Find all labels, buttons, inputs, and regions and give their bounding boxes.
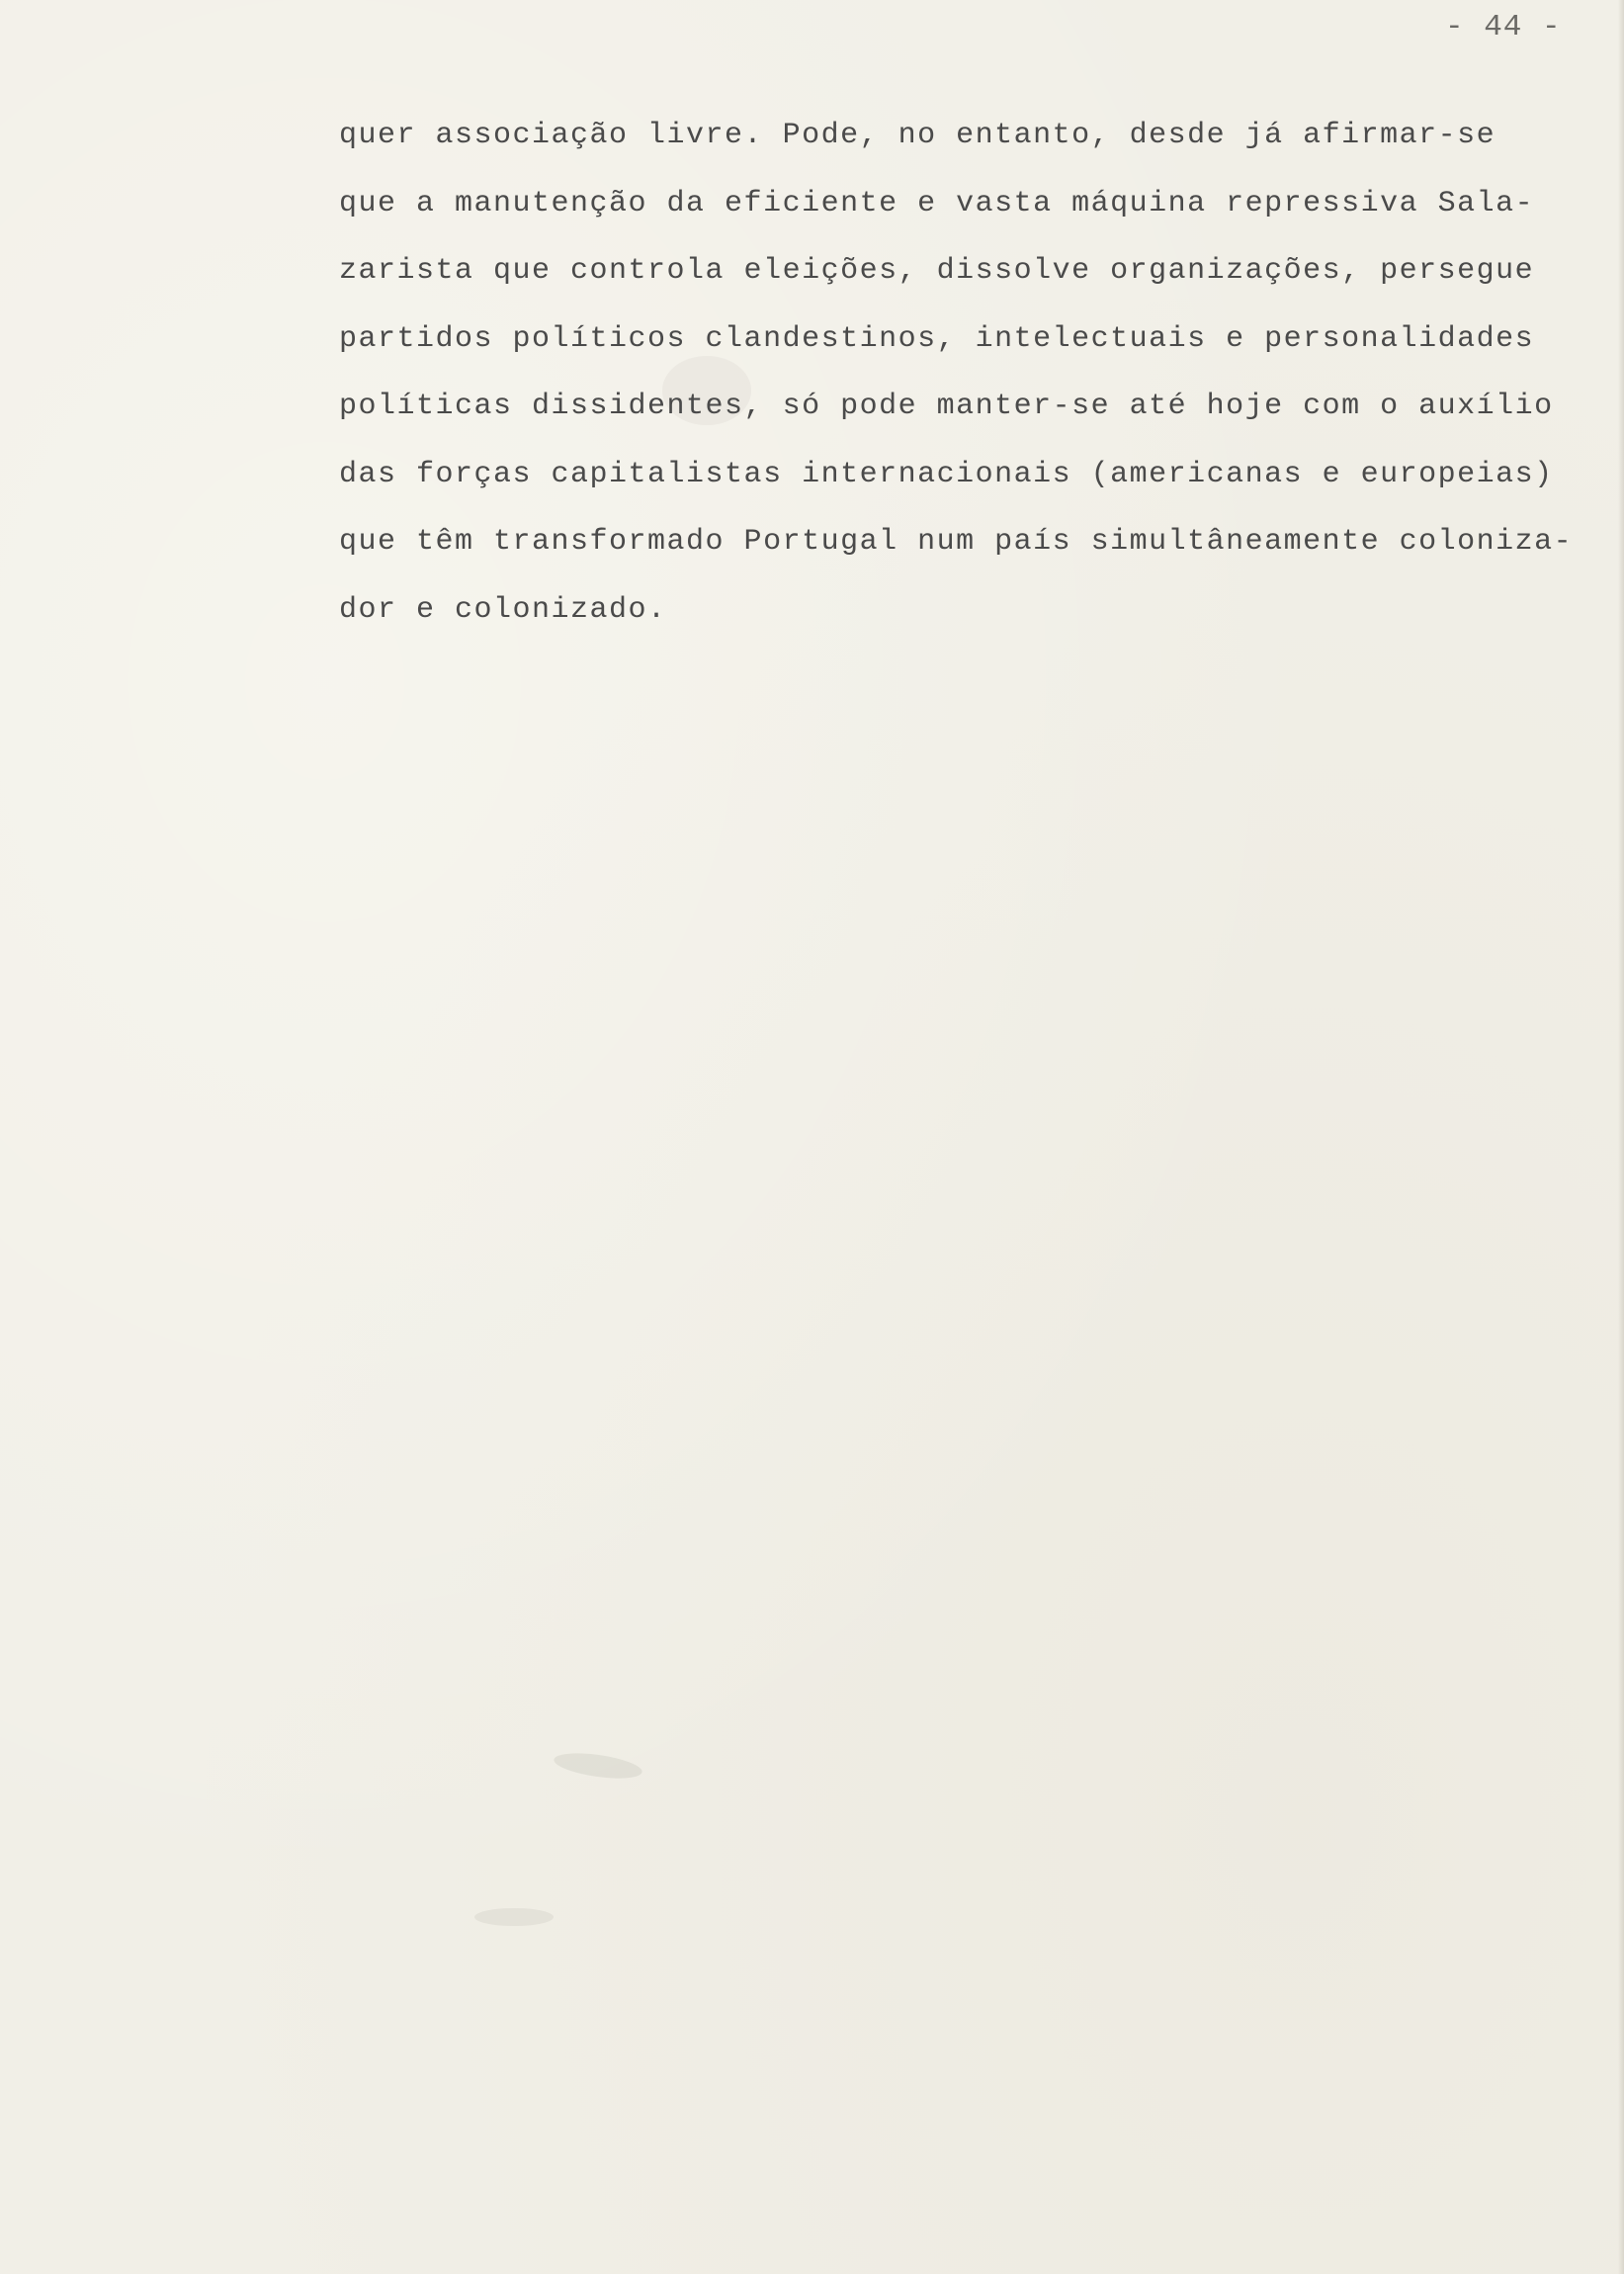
text-line: partidos políticos clandestinos, intelectuais e personalidades [339, 321, 1535, 356]
body-paragraph [339, 102, 1614, 644]
paper-blemish [553, 1749, 643, 1783]
paper-blemish [474, 1908, 554, 1926]
text-line: que a manutenção da eficiente e vasta máquina repressiva Sala- [339, 186, 1535, 220]
text-line: políticas dissidentes, só pode manter-se até hoje com o auxílio [339, 390, 1554, 423]
text-line: quer associação livre. Pode, no entanto, desde já afirmar-se [339, 119, 1496, 152]
text-line: que têm transformado Portugal num país simultâneamente coloniza- [339, 525, 1574, 559]
text-line: dor e colonizado. [339, 592, 667, 627]
text-line: zarista que controla eleições, dissolve organizações, persegue [339, 254, 1535, 288]
page-edge-shadow [1618, 0, 1624, 2274]
page-number: - 44 - [1445, 10, 1562, 44]
text-line: das forças capitalistas internacionais (americanas e europeias) [339, 457, 1554, 491]
